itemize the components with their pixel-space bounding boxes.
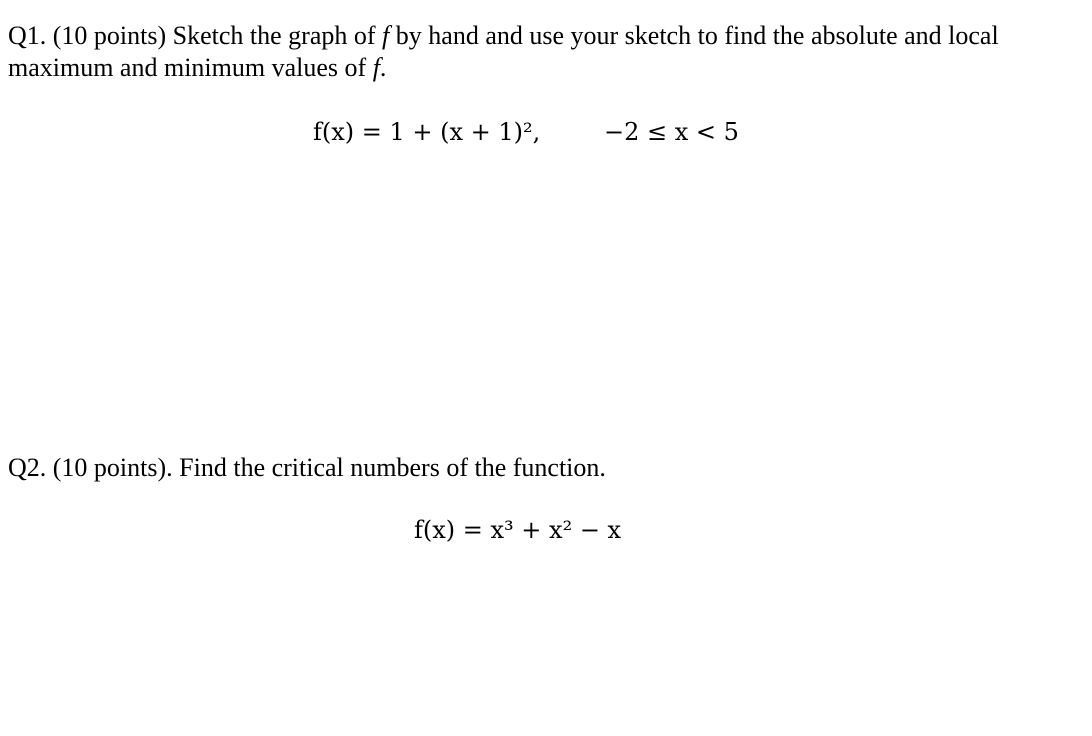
q2-formula: f(x) = x³ + x² − x	[414, 516, 622, 544]
q2-prompt: Q2. (10 points). Find the critical numbers of the function.	[8, 453, 606, 482]
q1-prompt-suffix: by hand and use your sketch to find the absolute and local	[389, 21, 999, 50]
q1-formula: f(x) = 1 + (x + 1)²,	[313, 118, 541, 146]
q1-prompt-line2-suffix: .	[379, 53, 387, 82]
q1-prompt-line2-prefix: maximum and minimum values of	[8, 53, 373, 82]
q1-prompt-line2	[8, 52, 386, 84]
q1-f-symbol: f	[382, 21, 390, 50]
q1-f-symbol-2: f	[372, 53, 380, 82]
q1-domain: −2 ≤ x < 5	[604, 118, 739, 146]
q1-prompt-line1	[8, 20, 999, 52]
q1-prompt-prefix: Q1. (10 points) Sketch the graph of	[8, 21, 383, 50]
